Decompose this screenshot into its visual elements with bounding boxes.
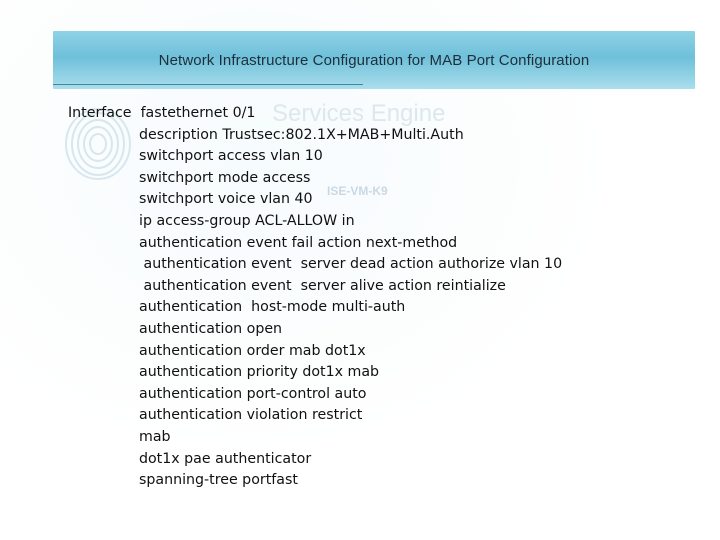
page-title: Network Infrastructure Configuration for MAB Port Configuration (158, 51, 590, 69)
config-line: switchport voice vlan 40 (139, 191, 313, 208)
watermark-model: ISE-VM-K9 (327, 184, 388, 198)
config-line: switchport access vlan 10 (139, 148, 323, 165)
config-line: mab (139, 428, 171, 445)
config-line: spanning-tree portfast (139, 472, 298, 489)
config-line: authentication event server alive action reintialize (139, 277, 506, 294)
config-line: authentication port-control auto (139, 385, 367, 402)
config-line: authentication host-mode multi-auth (139, 299, 406, 316)
config-line: authentication event server dead action authorize vlan 10 (139, 256, 563, 273)
interface-line (68, 103, 562, 125)
config-line: dot1x pae authenticator (139, 450, 312, 467)
config-line: authentication order mab dot1x (139, 342, 366, 359)
interface-keyword: Interface (68, 105, 132, 121)
watermark-heading: Services Engine (272, 100, 446, 127)
config-line: authentication priority dot1x mab (139, 364, 380, 381)
config-block (68, 103, 562, 492)
config-line: description Trustsec:802.1X+MAB+Multi.Auth (139, 126, 464, 143)
config-line: authentication event fail action next-method (139, 234, 458, 251)
config-line: switchport mode access (139, 169, 311, 186)
config-line: authentication open (139, 320, 283, 337)
title-bar (53, 31, 695, 89)
interface-name: fastethernet 0/1 (140, 105, 256, 121)
config-lines (68, 125, 562, 492)
config-line: authentication violation restrict (139, 407, 363, 424)
config-line: ip access-group ACL-ALLOW in (139, 212, 355, 229)
title-divider (53, 84, 363, 85)
